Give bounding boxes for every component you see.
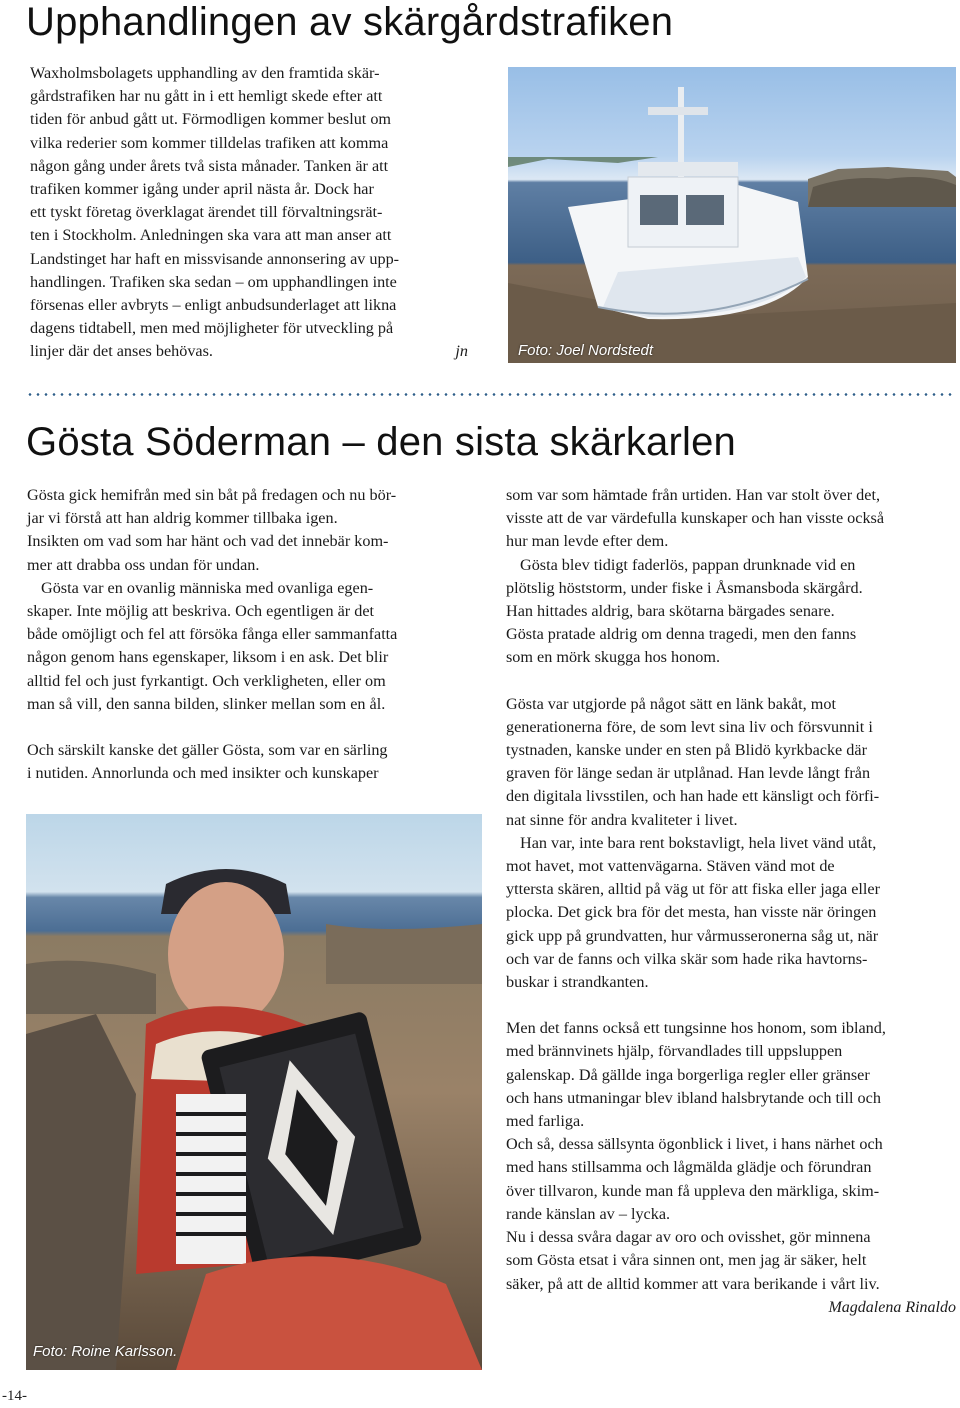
text-line: med hans stillsamma och lågmälda glädje och förundran [506, 1158, 872, 1177]
text-line: mer att drabba oss undan för undan. [27, 555, 260, 574]
text-line: rande känslan av – lycka. [506, 1204, 671, 1223]
text-line: Han hittades aldrig, bara skötarna bärgades senare. [506, 602, 835, 621]
paragraph-gap [506, 994, 956, 1017]
text-line: plötslig höststorm, under fiske i Åsmansboda skärgård. [506, 578, 863, 597]
text-line: hur man levde efter dem. [506, 532, 669, 551]
text-line: Gösta var en ovanlig människa med ovanliga egen- [41, 578, 374, 597]
text-line: någon gång under årets två sista månader. Tanken är att [30, 156, 389, 175]
text-line: gårdstrafiken har nu gått in i ett hemligt skede efter att [30, 87, 383, 106]
text-line: Nu i dessa svåra dagar av oro och ovisshet, gör minnena [506, 1228, 871, 1247]
text-line: försenas eller avbryts – enligt anbudsunderlaget att likna [30, 296, 397, 315]
boat-illustration [508, 67, 956, 363]
text-line: Gösta var utgjorde på något sätt en länk bakåt, mot [506, 694, 836, 713]
author-signature: Magdalena Rinaldo [828, 1298, 956, 1316]
text-line: mot havet, mot vattenvägarna. Stäven vänd mot de [506, 857, 835, 876]
text-line: med farliga. [506, 1112, 585, 1131]
text-line: tystnaden, kanske under en sten på Blidö kyrkbacke där [506, 741, 867, 760]
text-line: som var som hämtade från urtiden. Han var stolt över det, [506, 486, 881, 504]
text-line: gick upp på grundvatten, hur vårmusseronerna såg ut, när [506, 926, 879, 945]
text-line: Och så, dessa sällsynta ögonblick i livet, i hans närhet och [506, 1135, 883, 1154]
text-line: buskar i strandkanten. [506, 973, 649, 992]
text-line: jar vi förstå att han aldrig kommer tillbaka igen. [27, 509, 338, 528]
text-line: säker, på att de alltid kommer att vara berikande i vårt liv. [506, 1274, 880, 1293]
text-line: med brännvinets hjälp, förvandlades till uppsluppen [506, 1042, 843, 1061]
paragraph-gap [27, 716, 483, 739]
article-title-gosta: Gösta Söderman – den sista skärkarlen [26, 420, 736, 464]
text-line: generationerna före, de som levt sina liv och försvunnit i [506, 717, 873, 736]
text-line: Gösta gick hemifrån med sin båt på fredagen och nu bör- [27, 486, 397, 504]
text-line: graven för länge sedan är utplånad. Han levde långt från [506, 764, 871, 783]
text-line: Landstinget har haft en missvisande annonsering av upp- [30, 249, 400, 268]
text-line: Insikten om vad som har hänt och vad det innebär kom- [27, 532, 389, 551]
text-line: och hans utmaningar blev ibland halsbrytande och till och [506, 1088, 881, 1107]
accordion-player-illustration [26, 814, 482, 1370]
text-line: både omöjligt och fel att försöka fånga eller sammanfatta [27, 625, 398, 644]
text-line: man så vill, den sanna bilden, slinker mellan som en ål. [27, 694, 386, 713]
text-line: Han var, inte bara rent bokstavligt, hela livet vänd utåt, [520, 833, 877, 852]
text-line: ten i Stockholm. Anledningen ska vara att man anser att [30, 226, 392, 245]
text-line: Och särskilt kanske det gäller Gösta, som var en särling [27, 741, 388, 760]
accordion-player-photo [26, 814, 482, 1370]
photo-caption: Foto: Roine Karlsson. [33, 1343, 178, 1360]
article-title-upphandling: Upphandlingen av skärgårdstrafiken [26, 0, 674, 44]
text-line: handlingen. Trafiken ska sedan – om upphandlingen inte [30, 272, 397, 291]
text-line: plocka. Det gick bra för det mesta, han visste när öringen [506, 903, 877, 922]
text-line: trafiken kommer igång under april nästa år. Dock har [30, 180, 374, 199]
text-line: Gösta blev tidigt faderlös, pappan drunknade vid en [520, 555, 856, 574]
text-line: yttersta skären, alltid på väg ut för att fiska eller jaga eller [506, 880, 880, 899]
text-line: Gösta pratade aldrig om denna tragedi, men den fanns [506, 625, 857, 644]
text-line: skaper. Inte möjlig att beskriva. Och egentligen är det [27, 602, 375, 621]
text-line: och var de fanns och vilka skär som hade rika havtorns- [506, 949, 868, 968]
article-body-upphandling [30, 62, 478, 364]
text-line: i nutiden. Annorlunda och med insikter och kunskaper [27, 764, 379, 783]
text-line-last [30, 340, 478, 363]
text-line: galenskap. Då gällde inga borgerliga regler eller gränser [506, 1065, 870, 1084]
text-line: vilka rederier som kommer tilldelas trafiken att komma [30, 133, 389, 152]
text-line: visste att de var värdefulla kunskaper och han visste också [506, 509, 885, 528]
text-line: nat sinne för andra kvaliteter i livet. [506, 810, 738, 829]
signature: jn [455, 342, 468, 361]
article-body-left-column [27, 484, 483, 785]
boat-photo [508, 67, 956, 363]
page-number: -14- [2, 1388, 27, 1404]
text-line: någon genom hans egenskaper, liksom i en ask. Det blir [27, 648, 389, 667]
text-line: tiden för anbud gått ut. Förmodligen kommer beslut om [30, 110, 392, 129]
photo-caption: Foto: Joel Nordstedt [518, 342, 654, 359]
article-body-right-column [506, 484, 956, 1319]
text-line: den digitala livsstilen, och han hade ett känsligt och förfi- [506, 787, 880, 806]
text-line: Men det fanns också ett tungsinne hos honom, som ibland, [506, 1019, 886, 1038]
text-line: Waxholmsbolagets upphandling av den framtida skär- [30, 64, 380, 82]
text-line: som en mörk skugga hos honom. [506, 648, 721, 667]
text-line: över tillvaron, kunde man få uppleva den märkliga, skim- [506, 1181, 880, 1200]
section-divider [26, 393, 956, 396]
text-line-content: linjer där det anses behövas. [30, 342, 213, 361]
paragraph-gap [506, 670, 956, 693]
text-line: dagens tidtabell, men med möjligheter för utveckling på [30, 319, 394, 338]
text-line: ett tyskt företag överklagat ärendet till förvaltningsrät- [30, 203, 383, 222]
text-line: alltid fel och just fyrkantigt. Och verkligheten, eller om [27, 671, 386, 690]
text-line: som Gösta etsat i våra sinnen ont, men jag är säker, helt [506, 1251, 867, 1270]
